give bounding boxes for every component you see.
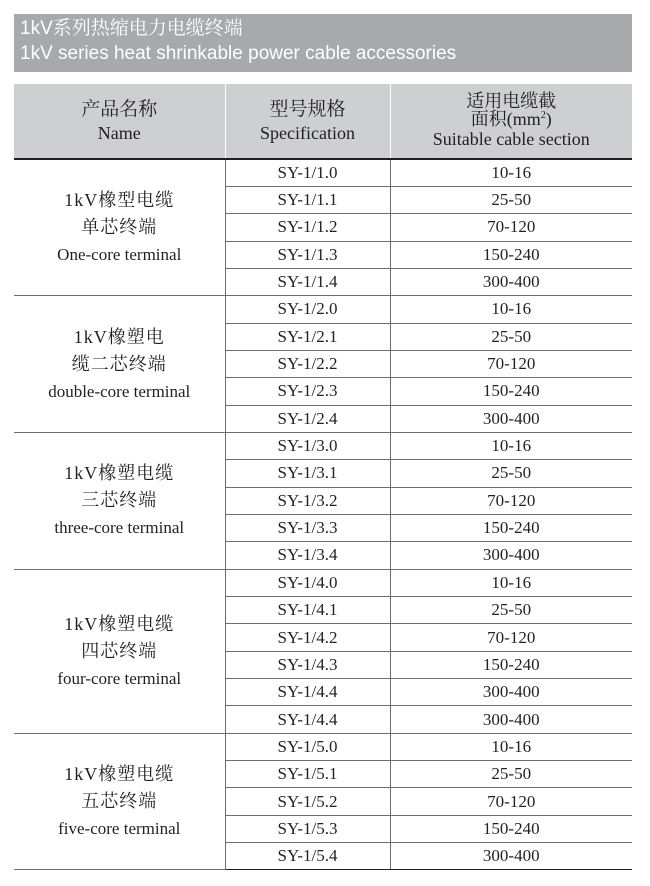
spec-cell: SY-1/3.0 xyxy=(225,432,390,459)
title-en: 1kV series heat shrinkable power cable accessories xyxy=(20,43,457,64)
product-name-zh-line2: 四芯终端 xyxy=(81,640,158,661)
title-zh: 1kV系列热缩电力电缆终端 xyxy=(20,18,243,39)
spec-cell: SY-1/4.4 xyxy=(225,706,390,733)
spec-cell: SY-1/5.0 xyxy=(225,733,390,760)
spec-cell: SY-1/1.4 xyxy=(225,268,390,295)
spec-cell: SY-1/4.3 xyxy=(225,651,390,678)
spec-cell: SY-1/1.1 xyxy=(225,186,390,213)
table-row xyxy=(14,569,632,596)
product-name-en: One-core terminal xyxy=(57,245,182,265)
header-spec-zh: 型号规格 xyxy=(269,99,346,120)
section-cell: 70-120 xyxy=(390,788,632,815)
product-name-zh-line2: 三芯终端 xyxy=(81,490,158,511)
table-row xyxy=(14,159,632,186)
section-cell: 300-400 xyxy=(390,706,632,733)
section-cell: 70-120 xyxy=(390,487,632,514)
product-name-en: four-core terminal xyxy=(57,668,182,688)
section-cell: 150-240 xyxy=(390,378,632,405)
product-name-zh-line1: 1kV橡塑电缆 xyxy=(64,764,175,785)
table-row xyxy=(14,733,632,760)
section-cell: 300-400 xyxy=(390,542,632,569)
spec-cell: SY-1/3.4 xyxy=(225,542,390,569)
spec-cell: SY-1/3.2 xyxy=(225,487,390,514)
section-cell: 150-240 xyxy=(390,241,632,268)
spec-cell: SY-1/3.1 xyxy=(225,460,390,487)
table-row xyxy=(14,432,632,459)
section-cell: 70-120 xyxy=(390,214,632,241)
section-cell: 70-120 xyxy=(390,350,632,377)
section-cell: 10-16 xyxy=(390,159,632,186)
section-cell: 25-50 xyxy=(390,597,632,624)
section-cell: 300-400 xyxy=(390,405,632,432)
spec-cell: SY-1/4.2 xyxy=(225,624,390,651)
spec-cell: SY-1/4.4 xyxy=(225,679,390,706)
section-cell: 25-50 xyxy=(390,323,632,350)
header-section-zh2 xyxy=(391,110,633,128)
header-row xyxy=(14,84,632,159)
spec-cell: SY-1/1.0 xyxy=(225,159,390,186)
section-cell: 25-50 xyxy=(390,460,632,487)
product-name-en: three-core terminal xyxy=(54,518,185,538)
product-name-zh-line1: 1kV橡塑电缆 xyxy=(64,463,175,484)
product-name-zh-line1: 1kV橡塑电 xyxy=(73,326,165,347)
section-cell: 70-120 xyxy=(390,624,632,651)
section-cell: 25-50 xyxy=(390,761,632,788)
product-name-en: five-core terminal xyxy=(58,819,181,839)
section-cell: 25-50 xyxy=(390,186,632,213)
header-section-en: Suitable cable section xyxy=(432,129,590,149)
header-section-zh: 适用电缆截 xyxy=(466,91,557,111)
title-banner xyxy=(14,14,632,72)
spec-cell: SY-1/5.3 xyxy=(225,815,390,842)
header-name-zh: 产品名称 xyxy=(81,99,158,120)
spec-cell: SY-1/4.0 xyxy=(225,569,390,596)
product-name-zh-line2: 五芯终端 xyxy=(81,791,158,812)
header-name-en: Name xyxy=(97,123,141,143)
spec-cell: SY-1/2.3 xyxy=(225,378,390,405)
header-section-zh2-close: ) xyxy=(545,109,552,129)
spec-sheet xyxy=(14,84,632,870)
spec-cell: SY-1/2.1 xyxy=(225,323,390,350)
section-cell: 10-16 xyxy=(390,569,632,596)
spec-cell: SY-1/2.4 xyxy=(225,405,390,432)
header-section-zh2-text: 面积(mm xyxy=(470,109,541,129)
product-name-zh-line1: 1kV橡塑电缆 xyxy=(64,613,175,634)
spec-cell: SY-1/4.1 xyxy=(225,597,390,624)
product-name-cell xyxy=(14,569,225,733)
product-name-cell xyxy=(14,432,225,569)
product-name-zh-line2: 缆二芯终端 xyxy=(71,353,167,374)
spec-cell: SY-1/2.2 xyxy=(225,350,390,377)
section-cell: 300-400 xyxy=(390,268,632,295)
spec-body xyxy=(14,159,632,870)
section-cell: 300-400 xyxy=(390,843,632,870)
spec-cell: SY-1/1.2 xyxy=(225,214,390,241)
section-cell: 10-16 xyxy=(390,733,632,760)
section-cell: 150-240 xyxy=(390,514,632,541)
product-name-zh-line1: 1kV橡型电缆 xyxy=(64,190,175,211)
spec-cell: SY-1/5.4 xyxy=(225,843,390,870)
spec-cell: SY-1/5.2 xyxy=(225,788,390,815)
section-cell: 150-240 xyxy=(390,651,632,678)
spec-cell: SY-1/5.1 xyxy=(225,761,390,788)
product-name-cell xyxy=(14,296,225,433)
table-row xyxy=(14,296,632,323)
section-cell: 150-240 xyxy=(390,815,632,842)
product-name-zh-line2: 单芯终端 xyxy=(81,217,158,238)
section-cell: 10-16 xyxy=(390,432,632,459)
spec-cell: SY-1/3.3 xyxy=(225,514,390,541)
spec-cell: SY-1/1.3 xyxy=(225,241,390,268)
header-name xyxy=(14,84,225,159)
section-cell: 300-400 xyxy=(390,679,632,706)
header-spec-en: Specification xyxy=(260,123,355,143)
spec-cell: SY-1/2.0 xyxy=(225,296,390,323)
header-section xyxy=(390,84,632,159)
product-name-cell xyxy=(14,159,225,296)
section-cell: 10-16 xyxy=(390,296,632,323)
spec-table xyxy=(14,84,632,870)
header-section-sup: 2 xyxy=(540,110,546,121)
product-name-en: double-core terminal xyxy=(48,381,191,401)
header-spec xyxy=(225,84,390,159)
product-name-cell xyxy=(14,733,225,870)
